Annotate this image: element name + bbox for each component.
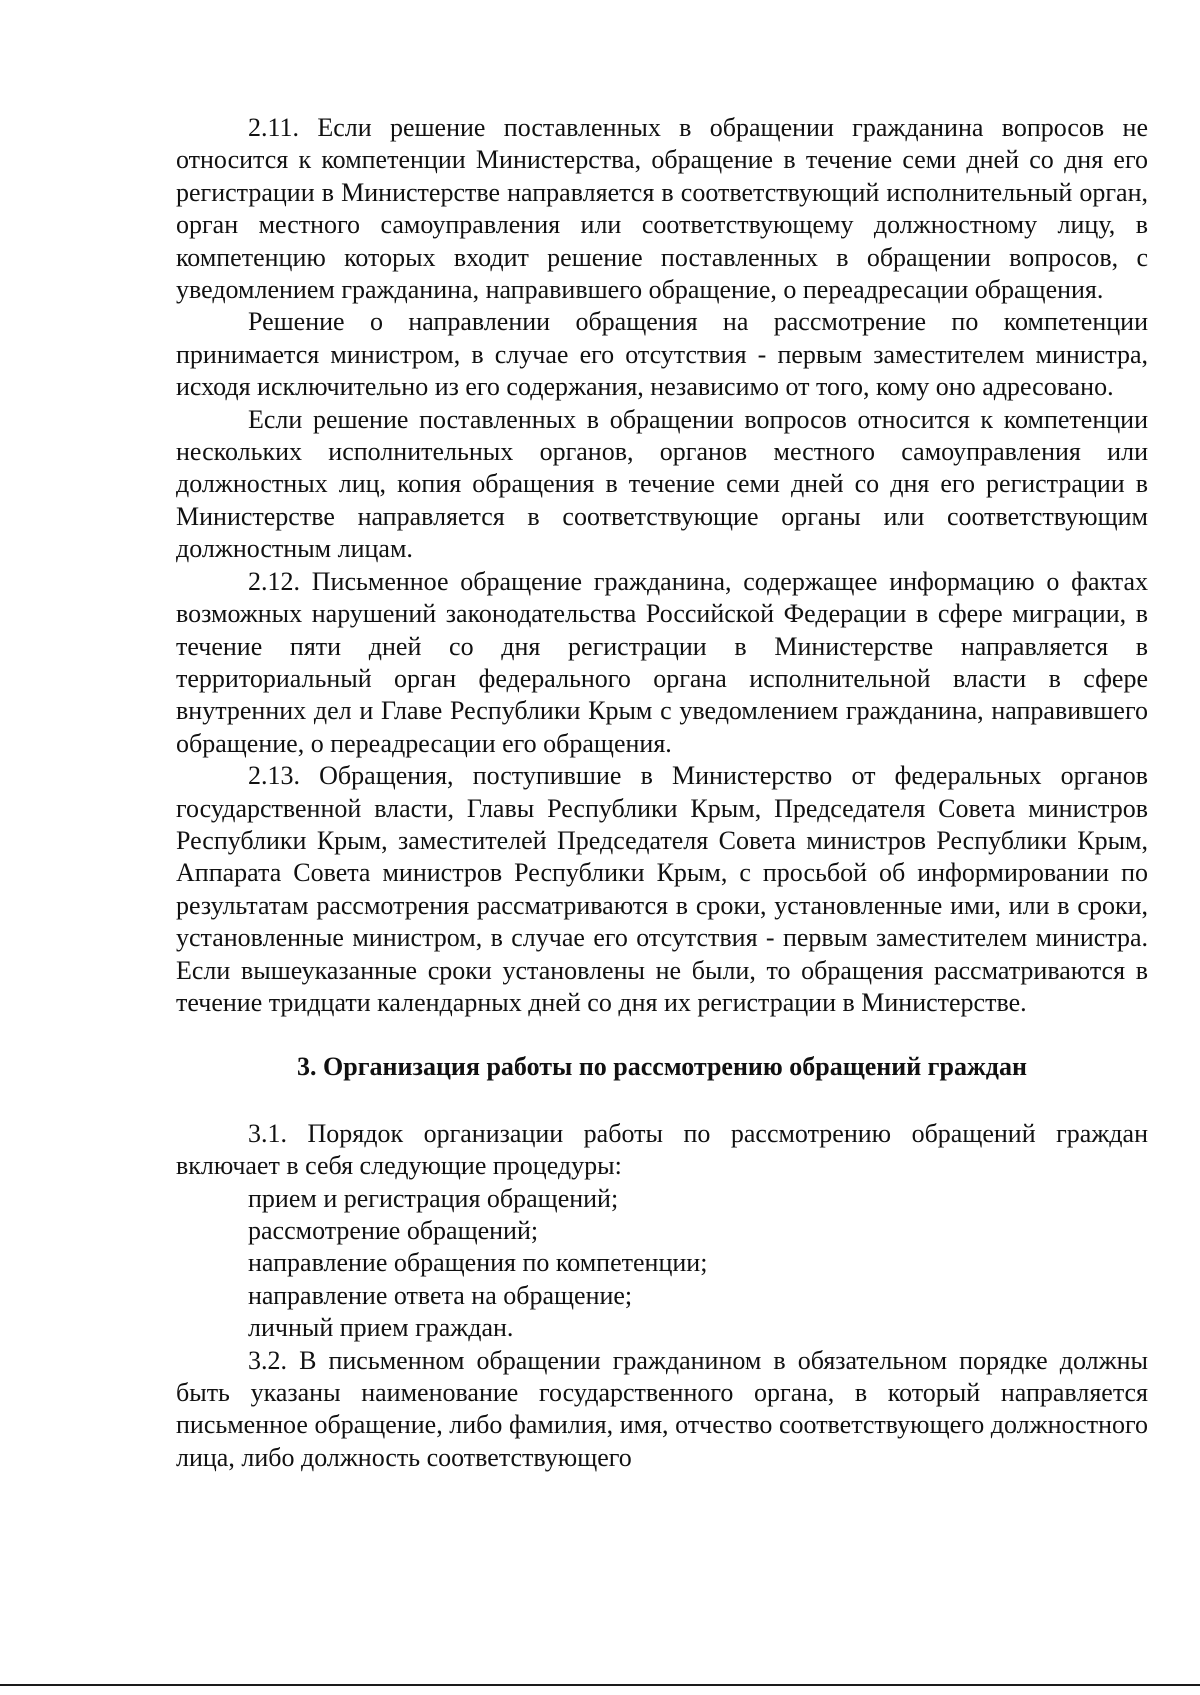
section-3-heading: 3. Организация работы по рассмотрению обращений граждан [297, 1052, 1027, 1082]
procedure-item: рассмотрение обращений; [248, 1216, 539, 1245]
page-bottom-rule [0, 1684, 1200, 1686]
procedure-item: прием и регистрация обращений; [248, 1183, 619, 1213]
paragraph-2-12: 2.12. Письменное обращение гражданина, содержащее информацию о фактах возможных нарушений законодательства Российской Федерации в сфере миграции, в течение пяти дней со дня регистрации в Министерстве направляется в территориальный орган федерального органа исполнительной власти в сфере внутренних дел и Главе Республики Крым с уведомлением гражданина, направившего обращение, о переадресации его обращения. [176, 566, 1148, 758]
paragraph-2-11-multiple: Если решение поставленных в обращении вопросов относится к компетенции нескольких исполнительных органов, органов местного самоуправления или должностных лиц, копия обращения в течение семи дней со дня его регистрации в Министерстве направляется в соответствующие органы или соответствующим должностным лицам. [176, 404, 1148, 564]
paragraph-2-11-decision: Решение о направлении обращения на рассмотрение по компетенции принимается министром, в случае его отсутствия - первым заместителем министра, исходя исключительно из его содержания, независимо от того, кому оно адресовано. [176, 307, 1148, 402]
paragraph-3-2: 3.2. В письменном обращении гражданином в обязательном порядке должны быть указаны наименование государственного органа, в который направляется письменное обращение, либо фамилия, имя, отчество соответствующего должностного лица, либо должность соответствующего [176, 1345, 1148, 1472]
paragraph-2-13: 2.13. Обращения, поступившие в Министерство от федеральных органов государственной власти, Главы Республики Крым, Председателя Совета министров Республики Крым, заместителей Председателя Совета министров Республики Крым, Аппарата Совета министров Республики Крым, с просьбой об информировании по результатам рассмотрения рассматриваются в сроки, установленные ими, или в сроки, установленные министром, в случае его отсутствия - первым заместителем министра. Если вышеуказанные сроки установлены не были, то обращения рассматриваются в течение тридцати календарных дней со дня их регистрации в Министерстве. [176, 761, 1148, 1017]
procedure-item: направление ответа на обращение; [248, 1280, 633, 1310]
paragraph-2-11: 2.11. Если решение поставленных в обращении гражданина вопросов не относится к компетенции Министерства, обращение в течение семи дней со дня его регистрации в Министерстве направляется в соответствующий исполнительный орган, орган местного самоуправления или соответствующему должностному лицу, в компетенцию которых входит решение поставленных в обращении вопросов, с уведомлением гражданина, направившего обращение, о переадресации обращения. [176, 113, 1148, 305]
paragraph-3-1: 3.1. Порядок организации работы по рассмотрению обращений граждан включает в себя следующие процедуры: [176, 1118, 1148, 1181]
document-page [176, 112, 1148, 1474]
procedure-item: личный прием граждан. [248, 1313, 514, 1343]
procedure-item: направление обращения по компетенции; [248, 1248, 708, 1278]
